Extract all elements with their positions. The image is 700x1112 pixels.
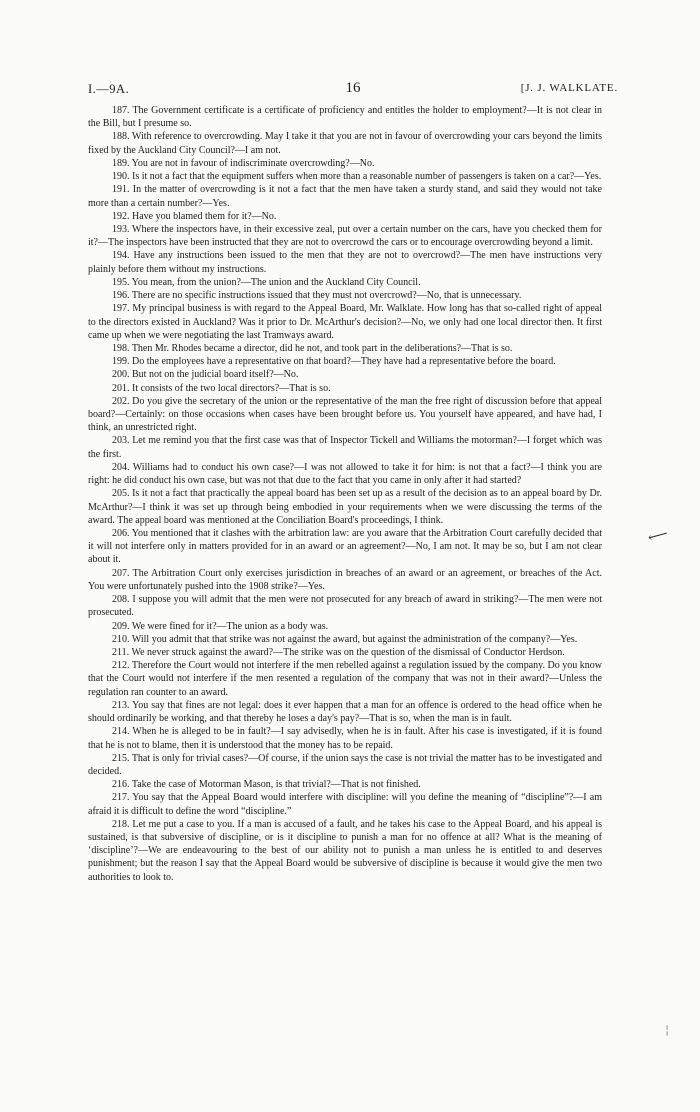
paragraph: 203. Let me remind you that the first case was that of Inspector Tickell and Williams the motorman?—I forget which was the first. — [88, 435, 602, 460]
paragraph: 190. Is it not a fact that the equipment suffers when more than a reasonable number of passengers is taken on a car?—Yes. — [112, 171, 602, 183]
paragraph: 196. There are no specific instructions issued that they must not overcrowd?—No, that is unnecessary. — [112, 290, 522, 302]
paragraph: 205. Is it not a fact that practically the appeal board has been set up as a result of the decision as to an appeal board by Dr. McArthur?—I think it was set up through being embodied in your requirements when we were discussing the terms of the award. The appeal board was mentioned at the Conciliation Board's proceedings, I think. — [88, 488, 602, 526]
paragraph: 213. You say that fines are not legal: does it ever happen that a man for an offence is ordered to the head office when he should ordinarily be working, and that thereby he loses a day's pay?—That is so, when the man is in fault. — [88, 699, 602, 725]
paragraph: 210. Will you admit that that strike was not against the award, but against the administration of the company?—Yes. — [112, 633, 578, 645]
paragraph: 217. You say that the Appeal Board would interfere with discipline: will you define the meaning of “discipline”?—I am afraid it is difficult to define the word “discipline.” — [88, 792, 602, 817]
paragraph: 194. Have any instructions been issued to the men that they are not to overcrowd?—The men have instructions very plainly before them without my instructions. — [88, 250, 602, 275]
paragraph: 188. With reference to overcrowding. May I take it that you are not in favour of overcrowding your cars beyond the limits fixed by the Auckland City Council?—I am not. — [88, 131, 602, 156]
paragraph: 212. Therefore the Court would not interfere if the men rebelled against a regulation issued by the company. Do you know that the Court would not interfere if the men resented a regulation of the company that was not in their award?—Unless the regulation ran counter to an award. — [88, 660, 602, 698]
paragraph: 195. You mean, from the union?—The union and the Auckland City Council. — [112, 276, 421, 288]
paragraph: 206. You mentioned that it clashes with the arbitration law: are you aware that the Arbitration Court carefully decided that it will not interfere only in matters provided for in an award or an agreement?—No, I am not. It may be so, but I am not clear about it. — [88, 528, 602, 566]
paragraph: 198. Then Mr. Rhodes became a director, did he not, and took part in the deliberations?—That is so. — [112, 342, 513, 354]
margin-mark: ⟵ — [646, 526, 670, 547]
paragraph: 216. Take the case of Motorman Mason, is that trivial?—That is not finished. — [112, 779, 421, 791]
page-header — [88, 80, 618, 100]
margin-mark-bottom: ╎ — [664, 1026, 671, 1037]
paragraph: 193. Where the inspectors have, in their excessive zeal, put over a certain number on the cars, have you checked them for it?—The inspectors have been instructed that they are not to overcrowd the cars or to encourage overcrowding beyond a limit. — [88, 223, 602, 249]
paragraph: 204. Williams had to conduct his own case?—I was not allowed to take it for him: is not that a fact?—I think you are right: he did conduct his own case, but was not that due to the fact that you came in only after it had started? — [88, 461, 602, 487]
paragraph: 214. When he is alleged to be in fault?—I say advisedly, when he is in fault. After his case is investigated, if it is found that he is not to blame, then it is understood that the money has to be repaid. — [88, 726, 602, 751]
paragraph: 207. The Arbitration Court only exercises jurisdiction in breaches of an award or an agreement, or breaches of the Act. You were unfortunately pushed into the 1908 strike?—Yes. — [88, 567, 602, 592]
paragraph: 189. You are not in favour of indiscriminate overcrowding?—No. — [112, 157, 375, 169]
paragraph: 218. Let me put a case to you. If a man is accused of a fault, and he takes his case to the Appeal Board, and his appeal is sustained, is that subversive of discipline, or is it discipline to punish a man for no offence at all? What is the meaning of ‘discipline’?—We are endeavouring to the best of our ability not to punish a man unless he is entitled to and deserves punishment; but the reason I say that the Appeal Board would be subversive of discipline is because it would give the men two authorities to look to. — [88, 818, 602, 883]
paragraph: 197. My principal business is with regard to the Appeal Board, Mr. Walklate. How long has that so-called right of appeal to the directors existed in Auckland? Was it prior to Dr. McArthur's decision?—No, we only had one local director then. It first came up when we were negotiating the last Tramways award. — [88, 303, 602, 341]
paragraph: 211. We never struck against the award?—The strike was on the question of the dismissal of Conductor Herdson. — [112, 646, 565, 658]
paragraph: 192. Have you blamed them for it?—No. — [112, 210, 277, 222]
paragraph: 209. We were fined for it?—The union as a body was. — [112, 620, 329, 632]
paragraph: 199. Do the employees have a representative on that board?—They have had a representative before the board. — [112, 356, 556, 368]
page-number: 16 — [345, 80, 361, 96]
document-body — [88, 104, 602, 884]
paragraph: 191. In the matter of overcrowding is it not a fact that the men have taken a sturdy stand, and said they would not take more than a certain number?—Yes. — [88, 184, 602, 209]
paragraph: 215. That is only for trivial cases?—Of course, if the union says the case is not trivial the matter has to be investigated and decided. — [88, 752, 602, 777]
paragraph: 201. It consists of the two local directors?—That is so. — [112, 382, 331, 394]
paragraph: 187. The Government certificate is a certificate of proficiency and entitles the holder to employment?—It is not clear in the Bill, but I presume so. — [88, 105, 602, 130]
paragraph: 208. I suppose you will admit that the men were not prosecuted for any breach of award in striking?—The men were not prosecuted. — [88, 594, 602, 619]
header-left-ref: I.—9A. — [88, 82, 130, 96]
paragraph: 202. Do you give the secretary of the union or the representative of the man the free right of discussion before that appeal board?—Certainly: on those occasions when cases have been brought before us. You yourself have appeared, and have had, I think, an unrestricted right. — [88, 395, 602, 434]
paragraph: 200. But not on the judicial board itself?—No. — [112, 369, 299, 381]
header-right-name: [J. J. WALKLATE. — [520, 82, 618, 94]
